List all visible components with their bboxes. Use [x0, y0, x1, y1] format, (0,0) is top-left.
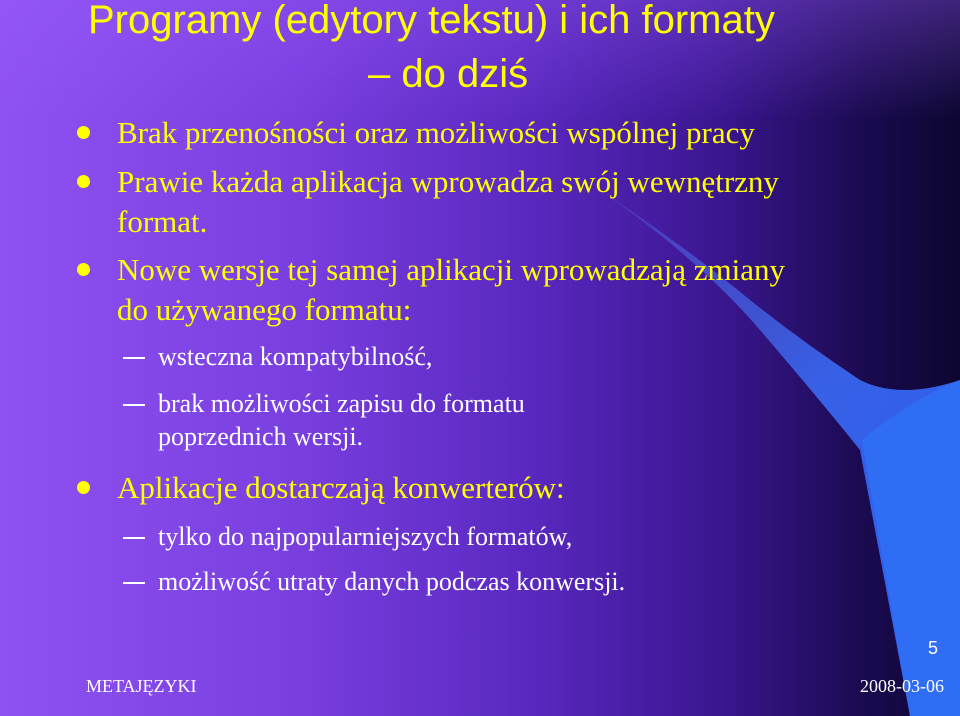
- bullet-text: Nowe wersje tej samej aplikacji wprowadzają zmiany: [117, 252, 785, 287]
- sub-bullet-text: tylko do najpopularniejszych formatów,: [158, 522, 573, 551]
- bullet-text: Aplikacje dostarczają konwerterów:: [117, 470, 565, 505]
- bullet-dot-icon: [77, 263, 90, 276]
- bullet-dot-icon: [77, 126, 90, 139]
- sub-bullet-text: możliwość utraty danych podczas konwersji.: [158, 567, 626, 596]
- sub-bullet-text: brak możliwości zapisu do formatu: [158, 389, 525, 418]
- bullet-dot-icon: [77, 481, 90, 494]
- bullet-text-continued: format.: [117, 204, 208, 239]
- bullet-text: Brak przenośności oraz możliwości wspólnej pracy: [117, 115, 755, 150]
- bullet-text: Prawie każda aplikacja wprowadza swój wewnętrzny: [117, 164, 779, 199]
- sub-bullet-dash-icon: [123, 537, 145, 539]
- footer-date: 2008-03-06: [860, 676, 944, 696]
- slide-title: Programy (edytory tekstu) i ich formaty: [88, 0, 775, 42]
- footer-course-name: METAJĘZYKI: [86, 676, 197, 696]
- sub-bullet-text: wsteczna kompatybilność,: [158, 342, 433, 371]
- bullet-dot-icon: [77, 175, 90, 188]
- sub-bullet-dash-icon: [123, 357, 145, 359]
- page-number: 5: [928, 638, 939, 658]
- bullet-text-continued: do używanego formatu:: [117, 292, 412, 327]
- slide-title-continued: – do dziś: [368, 52, 529, 96]
- sub-bullet-dash-icon: [123, 582, 145, 584]
- sub-bullet-dash-icon: [123, 404, 145, 406]
- sub-bullet-text-continued: poprzednich wersji.: [158, 422, 364, 451]
